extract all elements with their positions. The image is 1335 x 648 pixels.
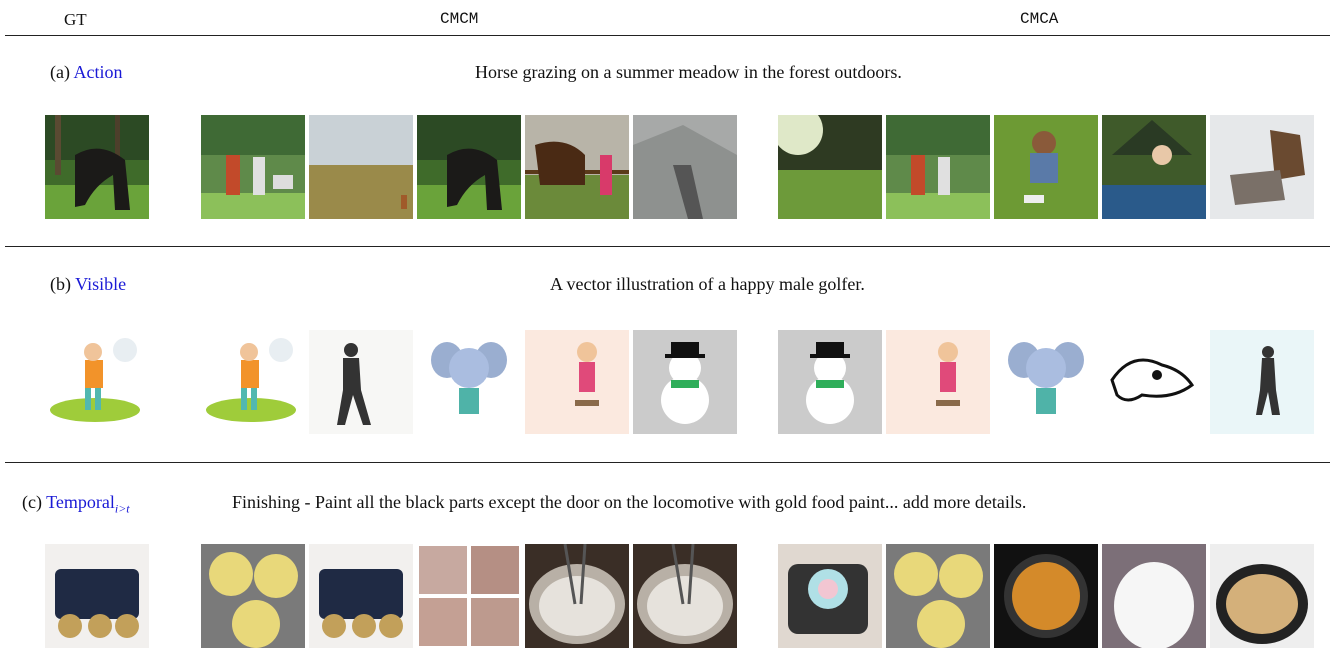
header-rule	[5, 35, 1330, 36]
image-cmcm-golfer	[201, 330, 305, 434]
image-cmca-snowman	[778, 330, 882, 434]
image-cmca-girl-stool	[886, 330, 990, 434]
image-cmcm-people-park	[201, 115, 305, 219]
category-link-temporal[interactable]: Temporal	[46, 492, 115, 512]
column-header-gt: GT	[64, 10, 87, 29]
caption-temporal: Finishing - Paint all the black parts except the door on the locomotive with gold food paint... add more details.	[232, 492, 1027, 512]
row-prefix: (c)	[22, 492, 47, 512]
image-cmcm-rocky-cliff	[633, 115, 737, 219]
row-prefix: (a)	[50, 62, 74, 82]
image-cmca-slow-cooker	[1210, 544, 1314, 648]
image-cmca-boy-drone	[994, 115, 1098, 219]
image-cmcm-whisk-bowl	[525, 544, 629, 648]
image-cmca-dog-cat-snow	[1210, 115, 1314, 219]
row-divider-1	[5, 246, 1330, 247]
image-cmca-cartoon-elephant	[994, 330, 1098, 434]
row-prefix: (b)	[50, 274, 76, 294]
image-cmcm-frosty-field	[309, 115, 413, 219]
image-cmcm-locomotive-cake	[309, 544, 413, 648]
category-link-action[interactable]: Action	[73, 62, 123, 82]
image-cmcm-raw-meat-collage	[417, 544, 521, 648]
image-cmcm-walking-silhouette	[309, 330, 413, 434]
image-gt-golfer	[45, 330, 149, 434]
column-header-cmcm: CMCM	[440, 10, 479, 28]
category-link-visible[interactable]: Visible	[75, 274, 127, 294]
image-gt-horse-grazing	[45, 115, 149, 219]
image-cmca-golfer-silhouette	[1210, 330, 1314, 434]
image-cmcm-horse-fence	[525, 115, 629, 219]
row-label-visible	[50, 274, 126, 295]
caption-visible: A vector illustration of a happy male golfer.	[550, 274, 865, 294]
image-cmcm-whisk-bowl-2	[633, 544, 737, 648]
image-cmca-people-park	[886, 115, 990, 219]
image-cmcm-cartoon-elephant	[417, 330, 521, 434]
image-cmca-hand-cup	[778, 544, 882, 648]
caption-action: Horse grazing on a summer meadow in the forest outdoors.	[475, 62, 902, 82]
image-cmca-sunlit-meadow	[778, 115, 882, 219]
image-cmcm-girl-stool	[525, 330, 629, 434]
image-cmca-dragon-sketch	[1102, 330, 1206, 434]
column-header-cmca: CMCA	[1020, 10, 1059, 28]
image-cmcm-snowman	[633, 330, 737, 434]
row-label-action	[50, 62, 122, 83]
temporal-subscript: i>t	[114, 501, 130, 516]
image-cmcm-flower-cookies	[201, 544, 305, 648]
row-label-temporal	[22, 492, 130, 517]
image-gt-locomotive-cake	[45, 544, 149, 648]
image-cmca-flower-cookies	[886, 544, 990, 648]
image-cmca-fries-basket	[994, 544, 1098, 648]
image-cmca-egg	[1102, 544, 1206, 648]
row-divider-2	[5, 462, 1330, 463]
image-cmca-woman-camping	[1102, 115, 1206, 219]
image-cmcm-horse-grazing	[417, 115, 521, 219]
